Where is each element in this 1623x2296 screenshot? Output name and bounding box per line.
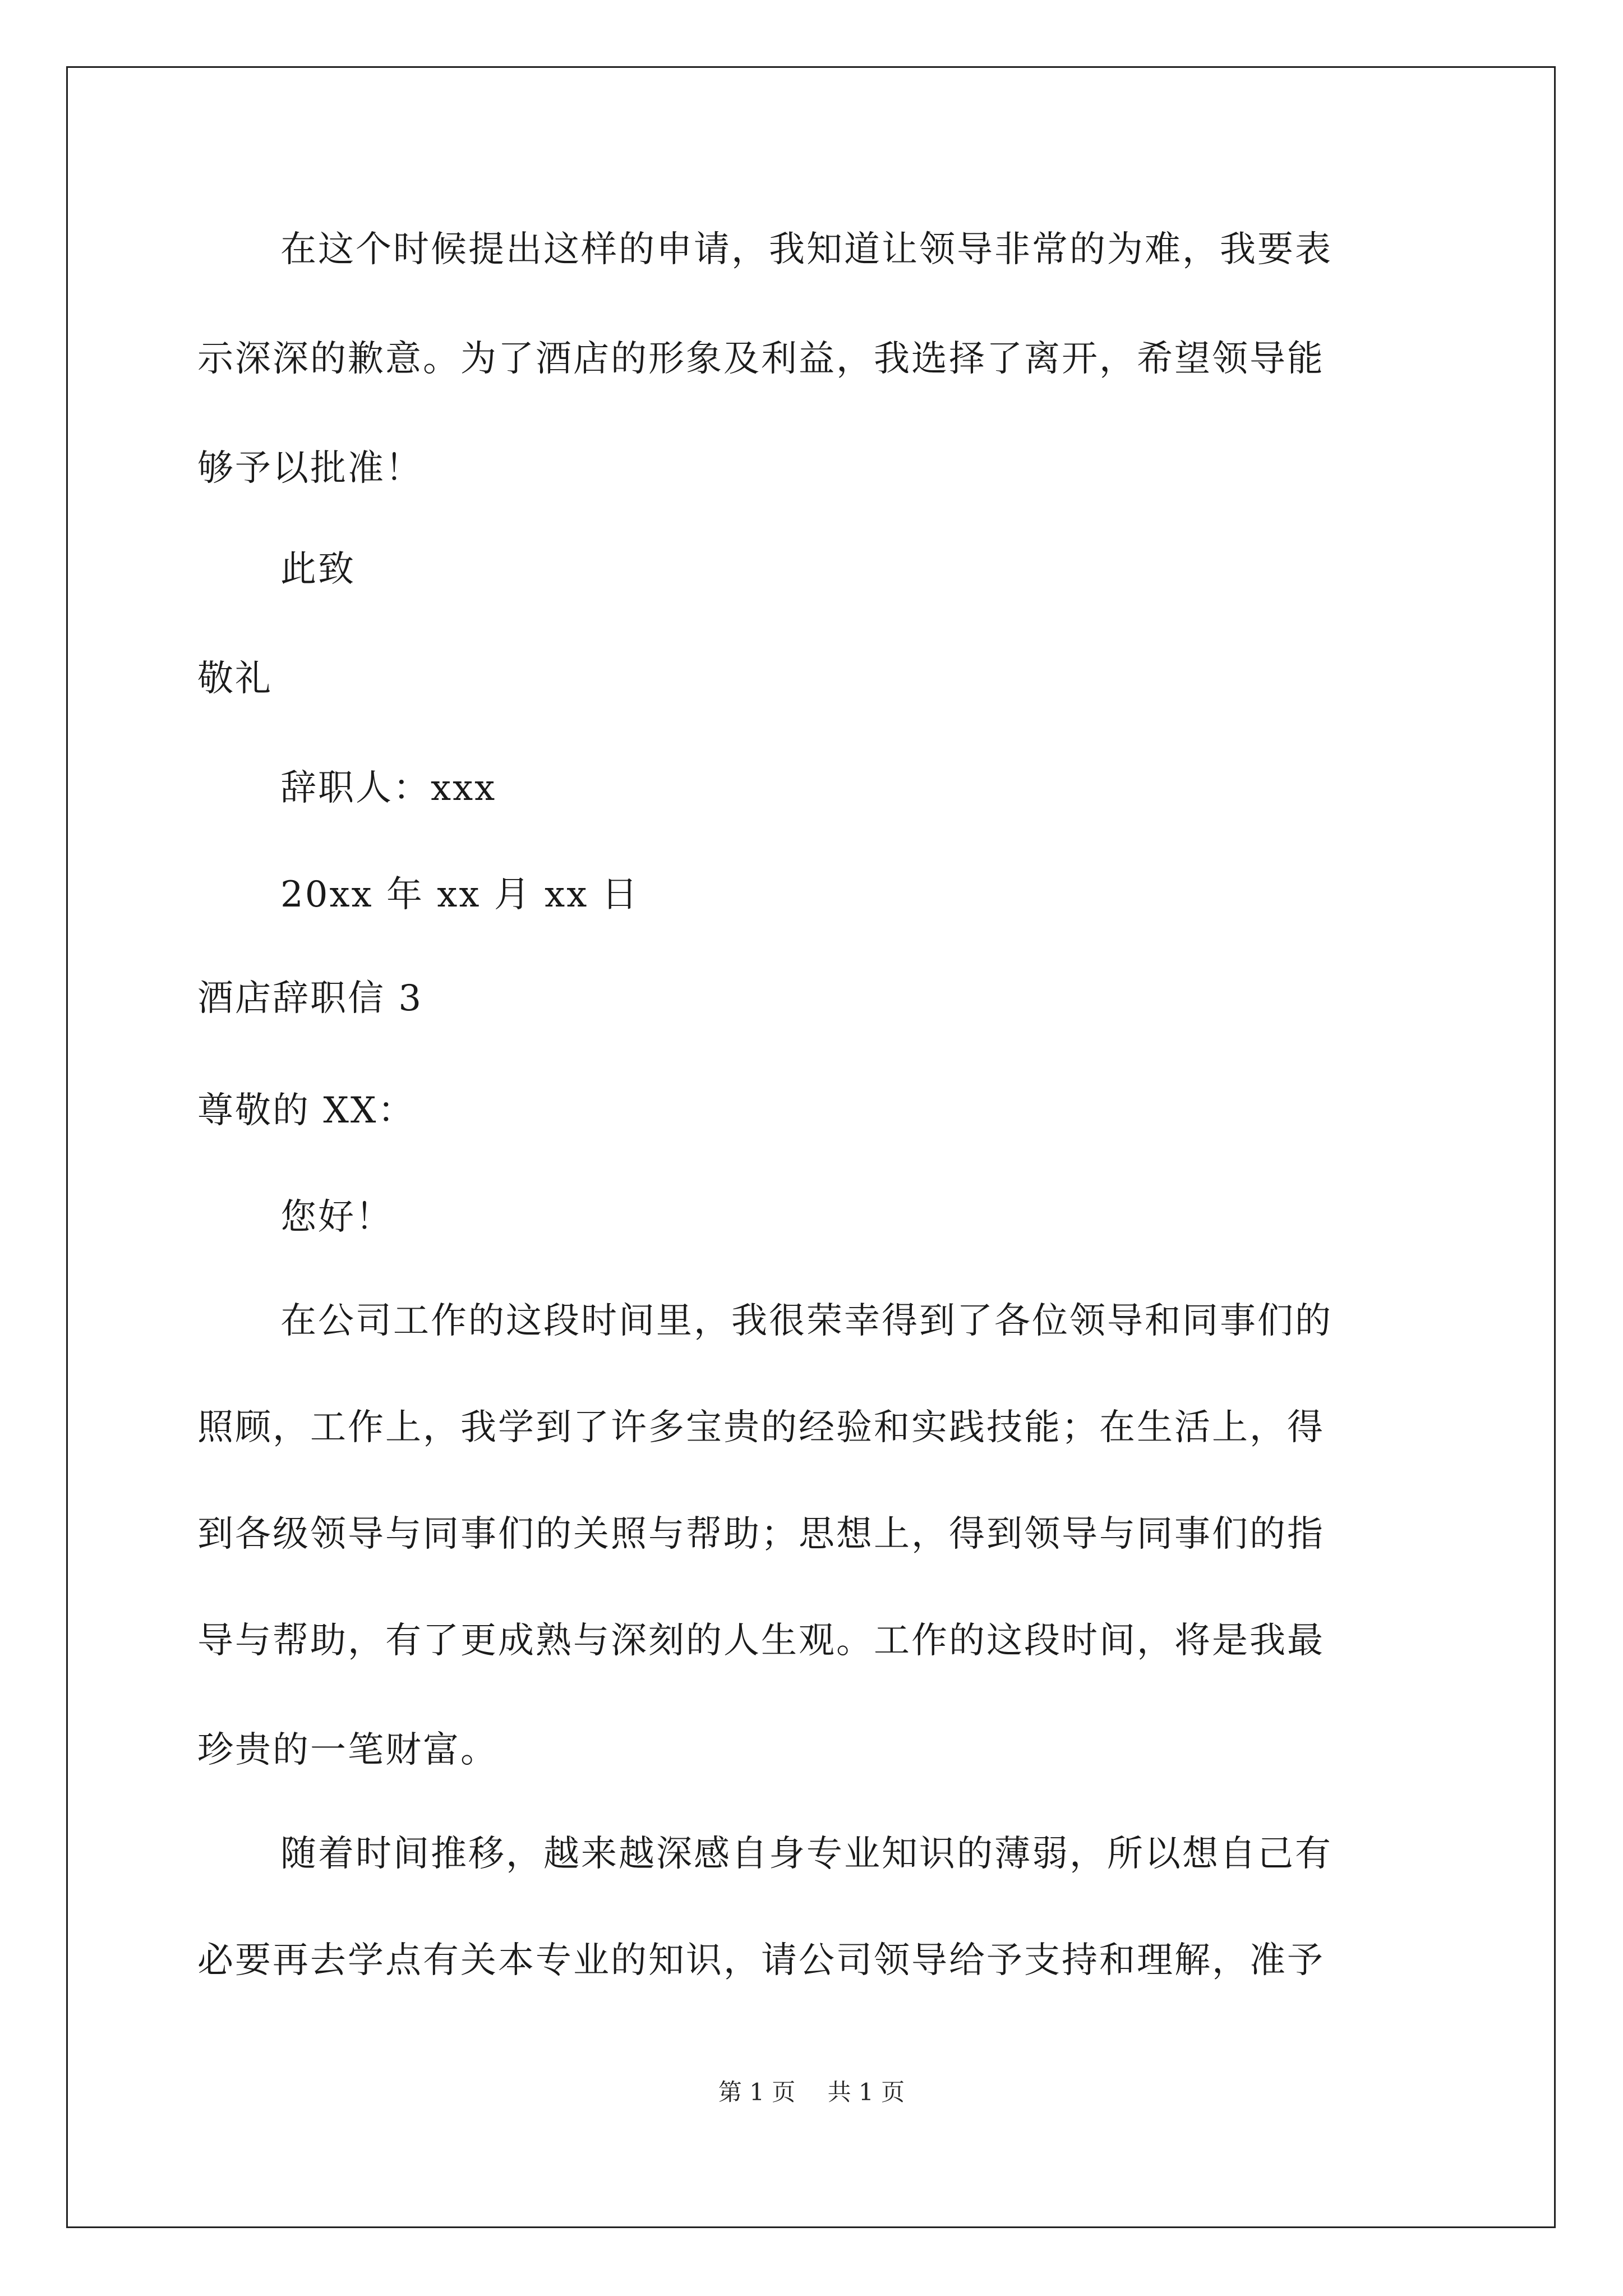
page-footer [0,2076,1623,2109]
paragraph-line: 随着时间推移，越来越深感自身专业知识的薄弱，所以想自己有 [280,1833,1332,1875]
paragraph-line: 必要再去学点有关本专业的知识，请公司领导给予支持和理解，准予 [197,1940,1325,1981]
paragraph-line: 示深深的歉意。为了酒店的形象及利益，我选择了离开，希望领导能 [197,338,1325,380]
paragraph-line: 够予以批准！ [197,448,423,489]
closing-respect: 敬礼 [197,658,273,700]
signature-date: 20xx 年 xx 月 xx 日 [280,874,639,915]
greeting: 您好！ [280,1197,393,1238]
paragraph-line: 导与帮助，有了更成熟与深刻的人生观。工作的这段时间，将是我最 [197,1620,1325,1662]
page-number: 第 1 页 [718,2078,796,2106]
paragraph-line: 在公司工作的这段时间里，我很荣幸得到了各位领导和同事们的 [280,1300,1332,1342]
letter-salutation: 尊敬的 XX： [197,1090,416,1131]
paragraph-line: 到各级领导与同事们的关照与帮助；思想上，得到领导与同事们的指 [197,1513,1325,1555]
paragraph-line: 珍贵的一笔财富。 [197,1729,498,1771]
section-title: 酒店辞职信 3 [197,978,423,1019]
signature-name: 辞职人：xxx [280,767,497,809]
paragraph-line: 照顾，工作上，我学到了许多宝贵的经验和实践技能；在生活上，得 [197,1407,1325,1448]
page-border [66,66,1556,2228]
closing-salutation: 此致 [280,549,356,590]
page-total: 共 1 页 [827,2078,905,2106]
paragraph-line: 在这个时候提出这样的申请，我知道让领导非常的为难，我要表 [280,229,1332,270]
